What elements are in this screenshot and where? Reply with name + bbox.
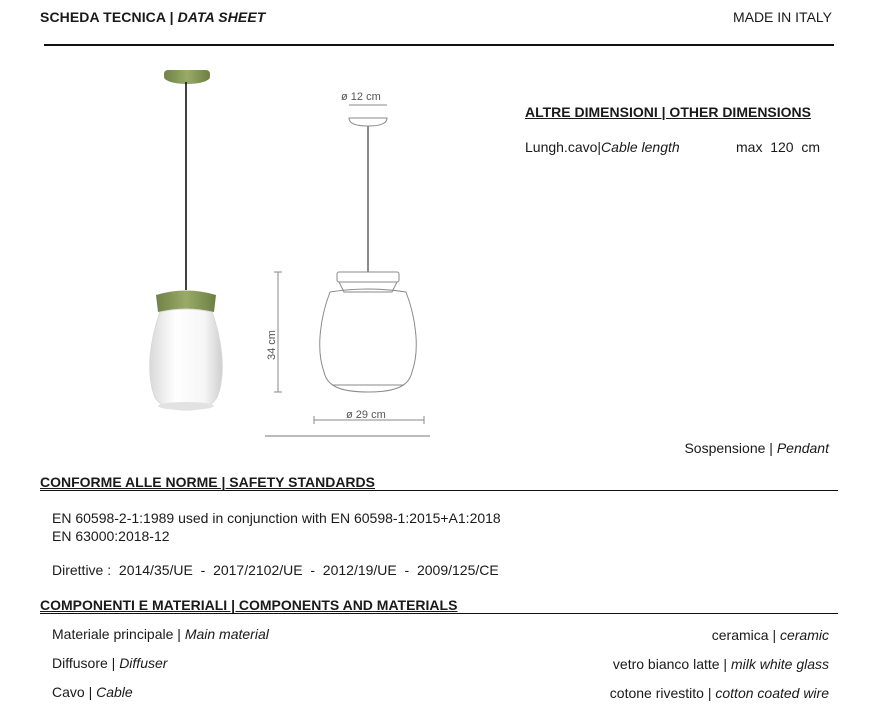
safety-standards-title: CONFORME ALLE NORME | SAFETY STANDARDS [40, 474, 375, 490]
height-label: 34 cm [266, 330, 278, 360]
material-row-label [52, 626, 269, 642]
main-material-label-it: Materiale principale | [52, 626, 185, 642]
standard-line-2: EN 63000:2018-12 [52, 528, 170, 544]
cable-value-en: cotton coated wire [715, 685, 829, 701]
title-main: SCHEDA TECNICA | [40, 9, 178, 25]
made-in-italy-label: MADE IN ITALY [732, 9, 832, 25]
material-row-value [712, 627, 829, 643]
main-material-value-en: ceramic [779, 627, 829, 643]
material-row-value [610, 685, 829, 701]
glass-diffuser [150, 309, 223, 410]
cable-label-it: Cavo | [52, 684, 97, 700]
product-photo [150, 70, 223, 410]
product-type [684, 440, 829, 456]
header-divider [44, 44, 834, 46]
material-row-label [52, 684, 133, 700]
product-illustration [0, 50, 500, 450]
datasheet-title [40, 9, 265, 25]
diffuser-value-en: milk white glass [730, 656, 829, 672]
technical-drawing [265, 105, 430, 436]
material-row-value [613, 656, 829, 672]
cable-length-label-en: Cable length [601, 139, 680, 155]
cable-value-it: cotone rivestito | [609, 685, 716, 701]
cable-length-label-it: Lungh.cavo [525, 139, 598, 155]
safety-standards-divider [40, 490, 838, 491]
cable-length-value: max 120 cm [736, 139, 821, 155]
cable-length-sep: | [597, 139, 602, 155]
other-dimensions-title: ALTRE DIMENSIONI | OTHER DIMENSIONS [525, 104, 812, 120]
materials-title: COMPONENTI E MATERIALI | COMPONENTS AND MATERIALS [40, 597, 458, 613]
diffuser-label-it: Diffusore | [52, 655, 120, 671]
main-material-value-it: ceramica | [711, 627, 780, 643]
standard-line-1: EN 60598-2-1:1989 used in conjunction with EN 60598-1:2015+A1:2018 [52, 510, 501, 526]
title-italic: DATA SHEET [177, 9, 266, 25]
cable-length-row [525, 139, 835, 155]
diffuser-value-it: vetro bianco latte | [612, 656, 731, 672]
materials-divider [40, 613, 838, 614]
diffuser-label-en: Diffuser [119, 655, 168, 671]
top-diameter-label: ø 12 cm [341, 91, 381, 103]
product-type-it: Sospensione | [684, 440, 777, 456]
material-row-label [52, 655, 167, 671]
bottom-diameter-label: ø 29 cm [346, 409, 386, 421]
main-material-label-en: Main material [184, 626, 269, 642]
directives-line: Direttive : 2014/35/UE - 2017/2102/UE - 2012/19/UE - 2009/125/CE [52, 562, 499, 578]
product-type-en: Pendant [776, 440, 829, 456]
cable-label-en: Cable [96, 684, 133, 700]
